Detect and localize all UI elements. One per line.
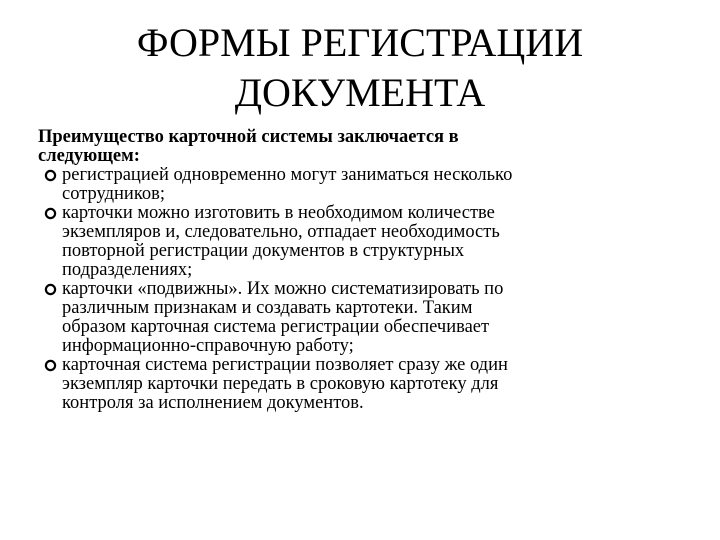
- ring-bullet-icon: [44, 283, 57, 296]
- list-item: [38, 280, 698, 356]
- slide-title: [60, 18, 660, 118]
- intro-line: Преимущество карточной системы заключается в: [38, 127, 459, 147]
- list-item-line: карточки можно изготовить в необходимом количестве: [62, 203, 495, 223]
- list-item-line: контроля за исполнением документов.: [62, 393, 364, 413]
- list-item-line: карточная система регистрации позволяет сразу же один: [62, 355, 508, 375]
- list-item-line: сотрудников;: [62, 184, 166, 204]
- list-item-line: образом карточная система регистрации обеспечивает: [62, 317, 490, 337]
- list-item-line: различным признакам и создавать картотеки. Таким: [62, 298, 473, 318]
- ring-bullet-icon: [44, 207, 57, 220]
- list-item-line: экземпляров и, следовательно, отпадает необходимость: [62, 222, 500, 242]
- list-item: [38, 166, 698, 204]
- ring-bullet-icon: [44, 169, 57, 182]
- intro-line: следующем:: [38, 146, 140, 166]
- slide-body: [38, 128, 698, 413]
- intro-text: [38, 128, 698, 166]
- list-item-line: информационно-справочную работу;: [62, 336, 354, 356]
- title-line: ФОРМЫ РЕГИСТРАЦИИ: [136, 20, 584, 65]
- ring-bullet-icon: [44, 359, 57, 372]
- list-item-line: подразделениях;: [62, 260, 193, 280]
- bullet-list: [38, 166, 698, 413]
- title-line: ДОКУМЕНТА: [234, 70, 486, 115]
- list-item-line: повторной регистрации документов в структурных: [62, 241, 465, 261]
- list-item-line: карточки «подвижны». Их можно систематизировать по: [62, 279, 504, 299]
- list-item: [38, 356, 698, 413]
- list-item-line: экземпляр карточки передать в сроковую картотеку для: [62, 374, 499, 394]
- list-item-line: регистрацией одновременно могут заниматься несколько: [62, 165, 513, 185]
- list-item: [38, 204, 698, 280]
